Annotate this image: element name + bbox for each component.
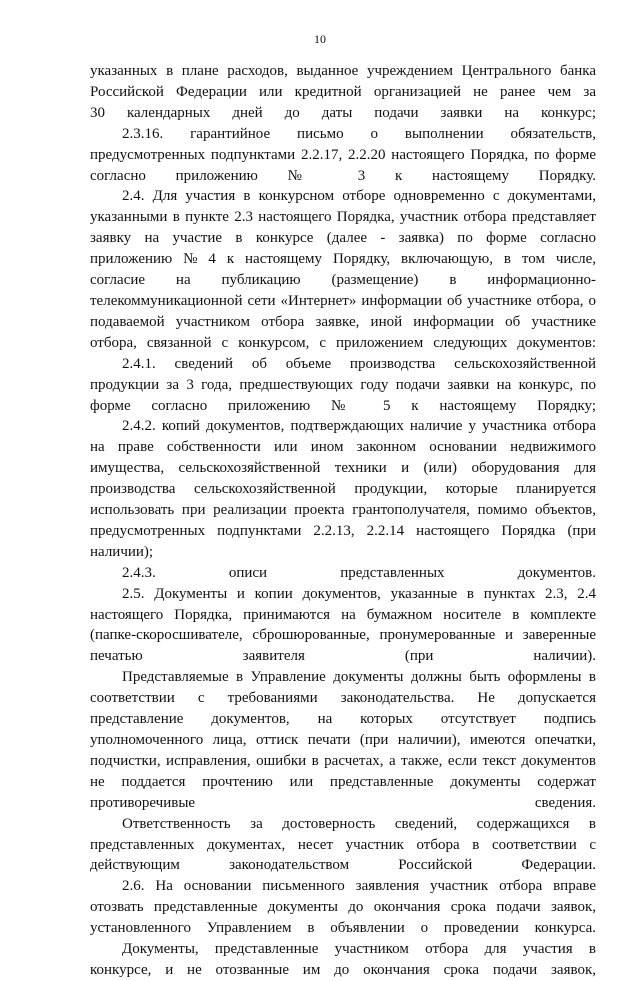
paragraph-p242 [90, 416, 596, 562]
text-line: форме согласно приложению № 5 к настоящему Порядку; [90, 397, 596, 414]
text-line: 2.3.16. гарантийное письмо о выполнении обязательств, [122, 125, 596, 142]
text-line: согласие на публикацию (размещение) в информационно- [90, 272, 596, 289]
paragraph-p2316 [90, 124, 596, 187]
text-line: согласно приложению № 3 к настоящему Порядку. [90, 167, 596, 184]
text-line: 2.4. Для участия в конкурсном отборе одновременно с документами, [122, 188, 596, 205]
text-line: представление документов, на которых отсутствует подпись [90, 711, 596, 728]
text-line: подчистки, исправления, ошибки в расчетах, а также, если текст документов [90, 752, 596, 769]
text-line: продукции за 3 года, предшествующих году подачи заявки на конкурс, по [90, 376, 596, 393]
text-line: на праве собственности или ином законном основании недвижимого [90, 439, 596, 456]
paragraph-p25b [90, 667, 596, 813]
text-line: подаваемой участником отбора заявке, иной информации об участнике [90, 313, 596, 330]
text-line: имущества, сельскохозяйственной техники и (или) оборудования для [90, 460, 596, 477]
text-line: Российской Федерации или кредитной организацией не ранее чем за [90, 83, 596, 100]
text-line: заявку на участие в конкурсе (далее - заявка) по форме согласно [90, 230, 596, 247]
paragraph-p241 [90, 354, 596, 417]
text-line: использовать при реализации проекта грантополучателя, помимо объектов, [90, 502, 596, 519]
paragraph-p24 [90, 186, 596, 353]
text-line: 2.4.2. копий документов, подтверждающих наличие у участника отбора [122, 418, 596, 435]
paragraph-p26 [90, 876, 596, 939]
text-line: действующим законодательством Российской Федерации. [90, 857, 596, 874]
paragraph-p25c [90, 814, 596, 877]
text-line: настоящего Порядка, принимаются на бумажном носителе в комплекте [90, 606, 596, 623]
text-line: производства сельскохозяйственной продукции, которые планируется [90, 481, 596, 498]
text-line: приложению № 4 к настоящему Порядку, включающую, в том числе, [90, 251, 596, 268]
text-line: предусмотренных подпунктами 2.2.17, 2.2.20 настоящего Порядка, по форме [90, 146, 596, 163]
text-line: 30 календарных дней до даты подачи заявки на конкурс; [90, 104, 596, 121]
text-line: указанными в пункте 2.3 настоящего Порядка, участник отбора представляет [90, 209, 596, 226]
paragraph-cont [90, 61, 596, 124]
text-line: конкурсе, и не отозванные им до окончания срока подачи заявок, [90, 961, 596, 978]
text-line: телекоммуникационной сети «Интернет» информации об участнике отбора, о [90, 292, 596, 309]
text-line: установленного Управлением в объявлении о проведении конкурса. [90, 920, 596, 937]
text-line: противоречивые сведения. [90, 794, 596, 811]
page-number: 10 [314, 32, 326, 46]
document-body [90, 61, 596, 981]
text-line: Документы, представленные участником отбора для участия в [122, 941, 596, 958]
paragraph-p243 [90, 563, 596, 584]
text-line: (папке-скоросшивателе, сброшюрованные, пронумерованные и заверенные [90, 627, 596, 644]
text-line: 2.5. Документы и копии документов, указанные в пунктах 2.3, 2.4 [122, 585, 596, 602]
paragraph-p26b [90, 939, 596, 981]
text-line: не поддается прочтению или представленные документы содержат [90, 773, 596, 790]
text-line: отозвать представленные документы до окончания срока подачи заявок, [90, 899, 596, 916]
paragraph-p25 [90, 584, 596, 668]
text-line: отбора, связанной с конкурсом, с приложением следующих документов: [90, 334, 596, 351]
text-line: предусмотренных подпунктами 2.2.13, 2.2.14 настоящего Порядка (при [90, 522, 596, 539]
text-line: 2.4.1. сведений об объеме производства сельскохозяйственной [122, 355, 596, 372]
text-line: уполномоченного лица, оттиск печати (при наличии), имеются опечатки, [90, 732, 596, 748]
text-line: указанных в плане расходов, выданное учреждением Центрального банка [90, 63, 596, 79]
text-line: печатью заявителя (при наличии). [90, 648, 596, 665]
text-line: 2.4.3. описи представленных документов. [122, 564, 596, 581]
text-line: наличии); [90, 543, 154, 560]
text-line: 2.6. На основании письменного заявления участник отбора вправе [122, 878, 596, 895]
text-line: Представляемые в Управление документы должны быть оформлены в [122, 669, 596, 686]
text-line: представленных документах, несет участник отбора в соответствии с [90, 836, 596, 853]
text-line: Ответственность за достоверность сведений, содержащихся в [122, 815, 596, 832]
text-line: соответствии с требованиями законодательства. Не допускается [90, 690, 596, 707]
